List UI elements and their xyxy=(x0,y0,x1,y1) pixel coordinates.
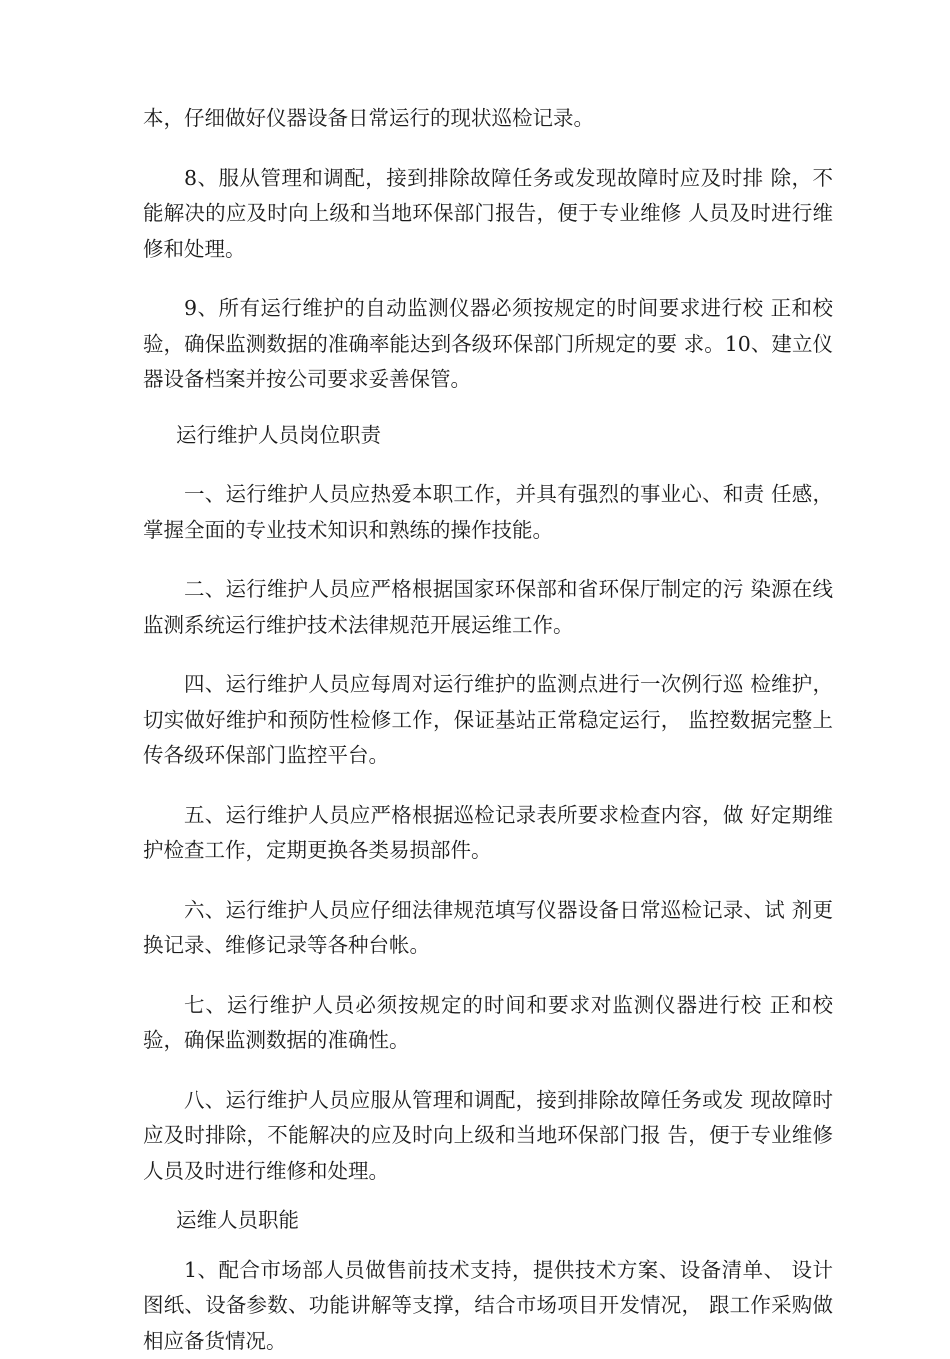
paragraph-duty-4: 四、运行维护人员应每周对运行维护的监测点进行一次例行巡 检维护，切实做好维护和预防性检修工作，保证基站正常稳定运行， 监控数据完整上传各级环保部门监控平台。 xyxy=(143,667,833,774)
section-heading-functions: 运维人员职能 xyxy=(143,1203,833,1239)
paragraph-continuation: 本，仔细做好仪器设备日常运行的现状巡检记录。 xyxy=(143,101,833,137)
paragraph-duty-7: 七、运行维护人员必须按规定的时间和要求对监测仪器进行校 正和校验，确保监测数据的准确性。 xyxy=(143,988,833,1059)
paragraph-function-1: 1、配合市场部人员做售前技术支持，提供技术方案、设备清单、 设计图纸、设备参数、功能讲解等支撑，结合市场项目开发情况， 跟工作采购做相应备货情况。 xyxy=(143,1253,833,1359)
paragraph-duty-1: 一、运行维护人员应热爱本职工作，并具有强烈的事业心、和责 任感，掌握全面的专业技术知识和熟练的操作技能。 xyxy=(143,477,833,548)
paragraph-item-9: 9、所有运行维护的自动监测仪器必须按规定的时间要求进行校 正和校验，确保监测数据的准确率能达到各级环保部门所规定的要 求。10、建立仪器设备档案并按公司要求妥善保管。 xyxy=(143,291,833,398)
paragraph-duty-8: 八、运行维护人员应服从管理和调配，接到排除故障任务或发 现故障时应及时排除，不能解决的应及时向上级和当地环保部门报 告，便于专业维修人员及时进行维修和处理。 xyxy=(143,1083,833,1190)
section-heading-duties: 运行维护人员岗位职责 xyxy=(143,418,833,454)
paragraph-item-8: 8、服从管理和调配，接到排除故障任务或发现故障时应及时排 除，不能解决的应及时向上级和当地环保部门报告，便于专业维修 人员及时进行维修和处理。 xyxy=(143,161,833,268)
paragraph-duty-6: 六、运行维护人员应仔细法律规范填写仪器设备日常巡检记录、试 剂更换记录、维修记录等各种台帐。 xyxy=(143,893,833,964)
document-page xyxy=(143,101,833,1359)
paragraph-duty-2: 二、运行维护人员应严格根据国家环保部和省环保厅制定的污 染源在线监测系统运行维护技术法律规范开展运维工作。 xyxy=(143,572,833,643)
paragraph-duty-5: 五、运行维护人员应严格根据巡检记录表所要求检查内容，做 好定期维护检查工作，定期更换各类易损部件。 xyxy=(143,798,833,869)
